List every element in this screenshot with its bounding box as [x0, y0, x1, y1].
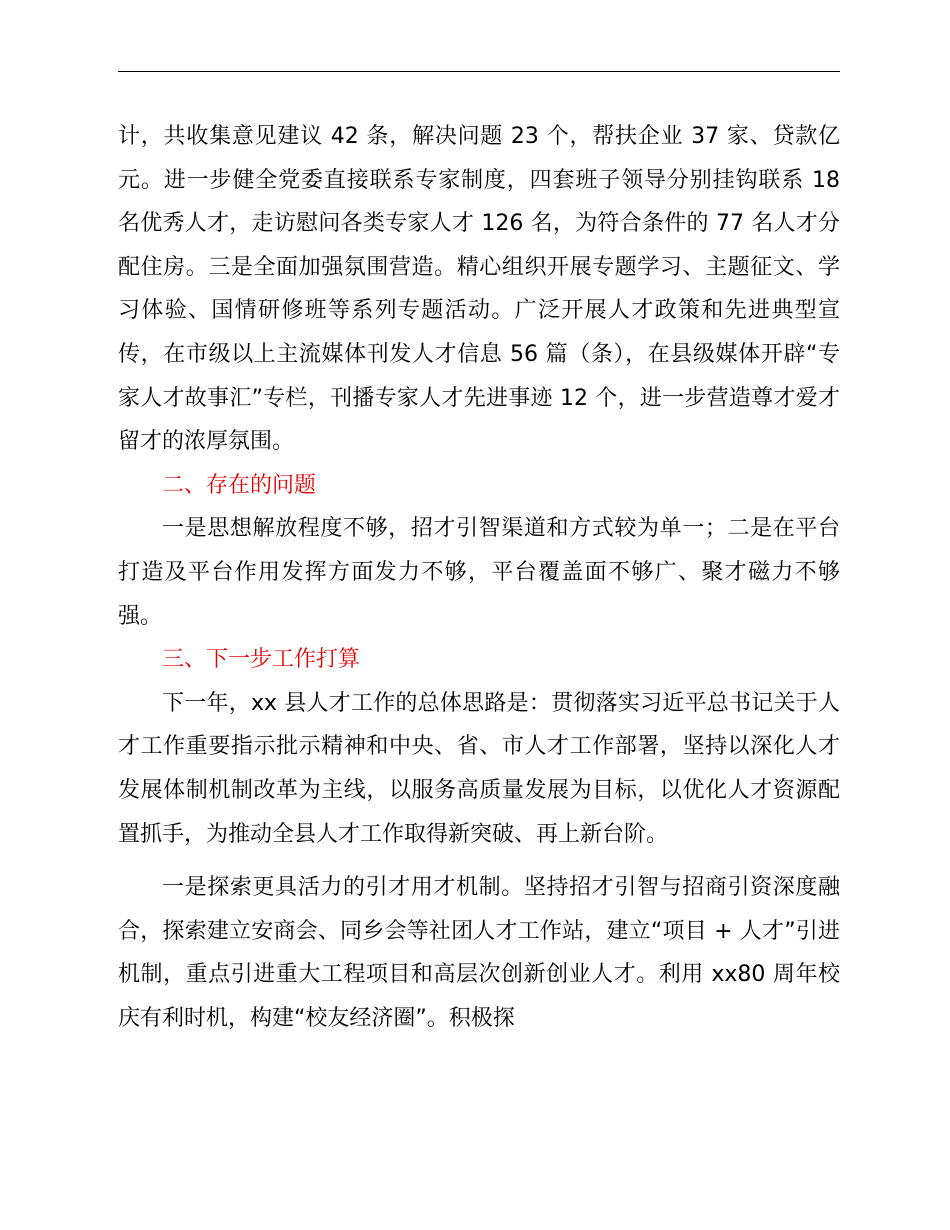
document-body [118, 115, 840, 1040]
body-paragraph-continued: 计，共收集意见建议 42 条，解决问题 23 个，帮扶企业 37 家、贷款亿元。进一步健全党委直接联系专家制度，四套班子领导分别挂钩联系 18 名优秀人才，走访慰问各类专家人才 126 名，为符合条件的 77 名人才分配住房。三是全面加强氛围营造。精心组织开展专题学习、主题征文、学习体验、国情研修班等系列专题活动。广泛开展人才政策和先进典型宣传，在市级以上主流媒体刊发人才信息 56 篇（条），在县级媒体开辟“专家人才故事汇”专栏，刊播专家人才先进事迹 12 个，进一步营造尊才爱才留才的浓厚氛围。 [118, 124, 840, 455]
section-heading-next-steps: 三、下一步工作打算 [162, 647, 361, 673]
body-paragraph-overall-plan: 下一年，xx 县人才工作的总体思路是：贯彻落实习近平总书记关于人才工作重要指示批示精神和中央、省、市人才工作部署，坚持以深化人才发展体制机制改革为主线，以服务高质量发展为目标，以优化人才资源配置抓手，为推动全县人才工作取得新突破、再上新台阶。 [118, 690, 840, 847]
body-paragraph-problems: 一是思想解放程度不够，招才引智渠道和方式较为单一；二是在平台打造及平台作用发挥方面发力不够，平台覆盖面不够广、聚才磁力不够强。 [118, 516, 840, 629]
header-rule [118, 71, 840, 72]
section-heading-problems: 二、存在的问题 [162, 472, 317, 498]
paragraph-spacer [118, 856, 840, 866]
body-paragraph-mechanism: 一是探索更具活力的引才用才机制。坚持招才引智与招商引资深度融合，探索建立安商会、同乡会等社团人才工作站，建立“项目 + 人才”引进机制，重点引进重大工程项目和高层次创新创业人才。利用 xx80 周年校庆有利时机，构建“校友经济圈”。积极探 [118, 875, 840, 1031]
